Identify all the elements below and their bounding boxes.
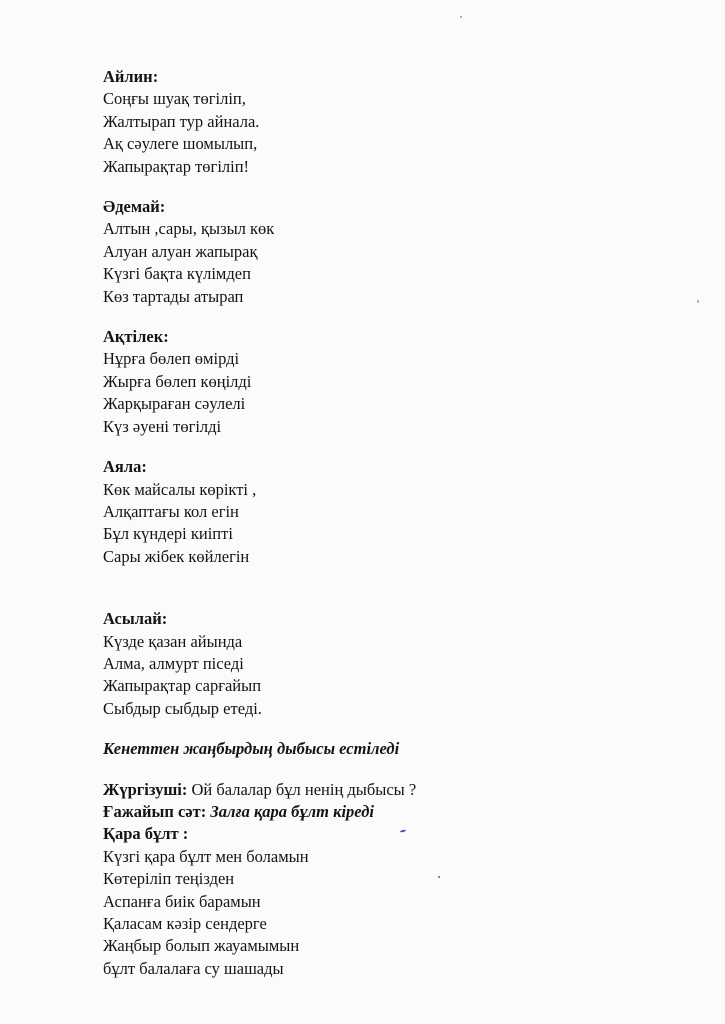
poem-script (103, 66, 663, 980)
verse-line: Бұл күндері киіпті (103, 524, 233, 544)
verse-line: Соңғы шуақ төгіліп, (103, 89, 246, 109)
magic-text: Залға қара бұлт кіреді (206, 801, 374, 821)
verse-line: Сары жібек көйлегін (103, 546, 250, 566)
stanza-ayala (103, 456, 663, 568)
stanza-ailin (103, 66, 663, 178)
ink-speck (460, 16, 462, 18)
speaker-name: Айлин: (103, 67, 159, 86)
magic-moment-line (103, 801, 663, 823)
verse-line: Көк майсалы көрікті , (103, 479, 257, 499)
speaker-name: Асылай: (103, 609, 168, 629)
verse-line: Жарқыраған сәулелі (103, 394, 246, 414)
ink-speck (697, 300, 699, 303)
verse-line: Аспанға биік барамын (103, 891, 261, 911)
cloud-label: Қара бұлт : (103, 824, 189, 844)
verse-line: Сыбдыр сыбдыр етеді. (103, 698, 262, 718)
stage-direction: Кенеттен жаңбырдың дыбысы естіледі (103, 739, 400, 759)
verse-line: Күзгі қара бұлт мен боламын (103, 846, 309, 866)
stanza-aktilek (103, 326, 663, 438)
speaker-name: Ақтілек: (103, 327, 169, 347)
verse-line: Жырға бөлеп көңілді (103, 371, 252, 391)
verse-line: Алуан алуан жапырақ (103, 241, 258, 261)
host-line (103, 779, 663, 801)
verse-line: Алма, алмурт піседі (103, 653, 244, 673)
host-text: Ой балалар бұл ненің дыбысы ? (187, 779, 417, 799)
verse-line: Күз әуені төгілді (103, 416, 222, 436)
verse-line: Жалтырап тур айнала. (103, 111, 260, 131)
verse-line: Күзгі бақта күлімдеп (103, 264, 251, 284)
verse-line: Күзде қазан айында (103, 631, 243, 651)
verse-line: Жаңбыр болып жауамымын (103, 936, 300, 956)
verse-line: Көз тартады атырап (103, 286, 244, 306)
stanza-ademai (103, 196, 663, 308)
verse-line: бұлт балалаға су шашады (103, 958, 284, 978)
speaker-name: Әдемай: (103, 197, 166, 217)
host-label: Жүргізуші: (103, 779, 188, 799)
magic-label: Ғажайып сәт: (103, 801, 207, 821)
verse-line: Көтеріліп теңізден (103, 869, 235, 889)
verse-line: Қаласам кәзір сендерге (103, 914, 267, 933)
verse-line: Ақ сәулеге шомылып, (103, 134, 258, 154)
dialogue-block (103, 779, 663, 981)
verse-line: Жапырақтар сарғайып (103, 676, 262, 696)
verse-line: Алтын ,сары, қызыл көк (103, 219, 275, 239)
verse-line: Алқаптағы кол егін (103, 501, 239, 521)
speaker-name: Аяла: (103, 457, 147, 477)
verse-line: Нұрға бөлеп өмірді (103, 349, 240, 369)
stage-direction-block (103, 738, 663, 760)
stanza-asylai (103, 608, 663, 720)
verse-line: Жапырақтар төгіліп! (103, 156, 250, 176)
